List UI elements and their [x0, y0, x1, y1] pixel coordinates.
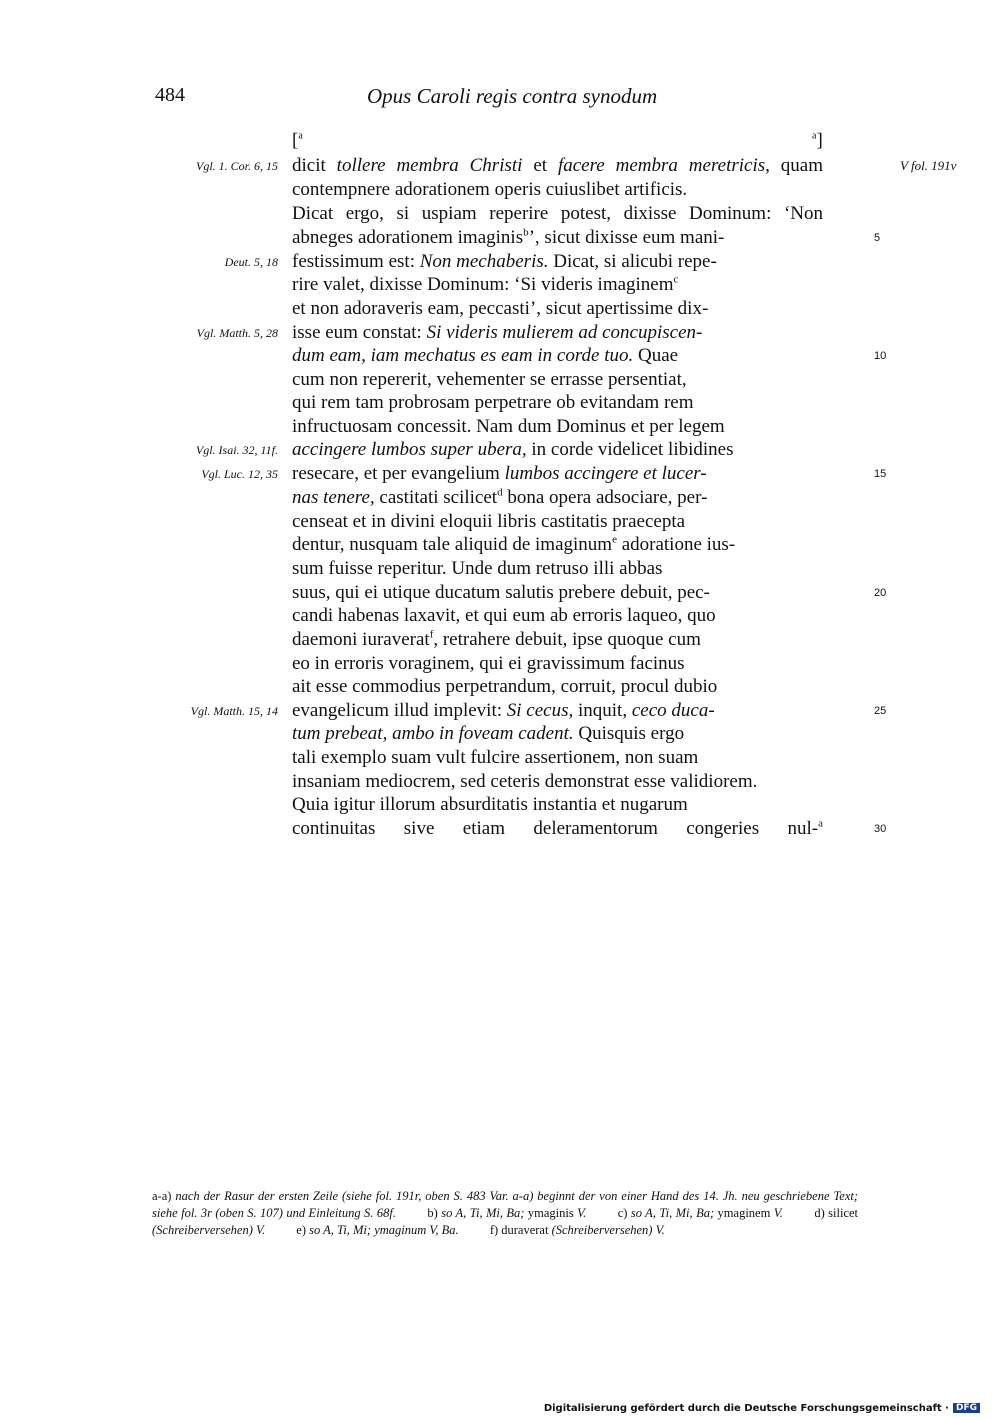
line-number: 25	[874, 705, 887, 717]
text-line: resecare, et per evangelium lumbos accingere et lucer-	[292, 463, 707, 484]
line-number: 10	[874, 350, 887, 362]
line-number: 5	[874, 232, 881, 244]
text-line: dicit tollere membra Christi et facere membra meretricis, quam	[292, 155, 823, 176]
text-line: tum prebeat, ambo in foveam cadent. Quisquis ergo	[292, 723, 685, 744]
running-title: Opus Caroli regis contra synodum	[367, 84, 658, 108]
folio-note: V fol. 191v	[900, 158, 957, 173]
margin-ref: Vgl. Luc. 12, 35	[201, 467, 278, 481]
text-line: infructuosam concessit. Nam dum Dominus et per legem	[292, 416, 725, 437]
margin-ref: Vgl. Matth. 15, 14	[190, 704, 278, 718]
text-line: abneges adorationem imaginis$^b$’, sicut dixisse eum mani-	[292, 226, 725, 248]
text-line: Dicat ergo, si uspiam reperire potest, dixisse Dominum: ‘Non	[292, 203, 823, 224]
text-line: contempnere adorationem operis cuiuslibet artificis.	[292, 179, 688, 200]
text-line: Quia igitur illorum absurditatis instantia et nugarum	[292, 794, 688, 815]
text-line: continuitas sive etiam deleramentorum congeries nul-$^a$	[292, 817, 823, 839]
apparatus-note-a: a-a) nach der Rasur der ersten Zeile (siehe fol. 191r, oben S. 483 Var. a-a) beginnt der von einer Hand des 14. Jh. neu geschriebene Text; siehe fol. 3r (oben S. 107) und Einleitung S. 68f.	[152, 1189, 859, 1220]
apparatus-note-e: e) so A, Ti, Mi; ymaginum V, Ba.	[296, 1223, 459, 1237]
text-line: sum fuisse reperitur. Unde dum retruso illi abbas	[292, 558, 663, 579]
bracket-close: $^a$]	[812, 130, 823, 151]
text-line: daemoni iuraverat$^f$, retrahere debuit, ipse quoque cum	[292, 628, 701, 650]
margin-ref: Vgl. 1. Cor. 6, 15	[195, 159, 278, 173]
apparatus-note-c: c) so A, Ti, Mi, Ba; ymaginem V.	[617, 1206, 783, 1220]
text-line: festissimum est: Non mechaberis. Dicat, si alicubi repe-	[292, 251, 717, 272]
text-line: isse eum constat: Si videris mulierem ad concupiscen-	[292, 322, 703, 343]
text-line: dum eam, iam mechatus es eam in corde tuo. Quae	[292, 345, 679, 366]
line-number: 30	[874, 823, 887, 835]
line-number: 20	[874, 587, 887, 599]
text-line: dentur, nusquam tale aliquid de imaginum$^e$ adoratione ius-	[292, 533, 736, 555]
margin-ref: Vgl. Isai. 32, 11f.	[195, 443, 278, 457]
text-line: insaniam mediocrem, sed ceteris demonstrat esse validiorem.	[292, 771, 758, 792]
text-line: suus, qui ei utique ducatum salutis prebere debuit, pec-	[292, 582, 710, 603]
line-number: 15	[874, 468, 887, 480]
margin-ref: Deut. 5, 18	[224, 255, 278, 269]
text-line: qui rem tam probrosam perpetrare ob evitandam rem	[292, 392, 694, 413]
dfg-logo-icon: DFG	[953, 1403, 980, 1413]
page-number: 484	[155, 84, 185, 106]
text-line: censeat et in divini eloquii libris castitatis praecepta	[292, 511, 686, 532]
text-line: evangelicum illud implevit: Si cecus, inquit, ceco duca-	[292, 700, 715, 721]
apparatus-note-b: b) so A, Ti, Mi, Ba; ymaginis V.	[427, 1206, 587, 1220]
margin-ref: Vgl. Matth. 5, 28	[196, 326, 278, 340]
text-line: candi habenas laxavit, et qui eum ab erroris laqueo, quo	[292, 605, 716, 626]
apparatus-note-d: d) silicet (Schreiberversehen) V.	[152, 1206, 859, 1237]
bracket-open: [$^a$	[292, 130, 303, 151]
text-line: nas tenere, castitati scilicet$^d$ bona opera adsociare, per-	[292, 486, 708, 508]
apparatus-note-f: f) duraverat (Schreiberversehen) V.	[489, 1223, 665, 1237]
text-line: eo in erroris voraginem, qui ei gravissimum facinus	[292, 653, 685, 674]
text-line: et non adoraveris eam, peccasti’, sicut apertissime dix-	[292, 298, 709, 319]
text-line: tali exemplo suam vult fulcire assertionem, non suam	[292, 747, 699, 768]
critical-apparatus	[152, 1188, 858, 1239]
text-line: rire valet, dixisse Dominum: ‘Si videris imaginem$^c$	[292, 273, 679, 295]
dfg-credit: Digitalisierung gefördert durch die Deutsche Forschungsgemeinschaft · DFG	[544, 1403, 980, 1414]
text-line: cum non repererit, vehementer se errasse persentiat,	[292, 369, 687, 390]
text-line: accingere lumbos super ubera, in corde videlicet libidines	[292, 439, 734, 460]
text-line: ait esse commodius perpetrandum, corruit, procul dubio	[292, 676, 718, 697]
